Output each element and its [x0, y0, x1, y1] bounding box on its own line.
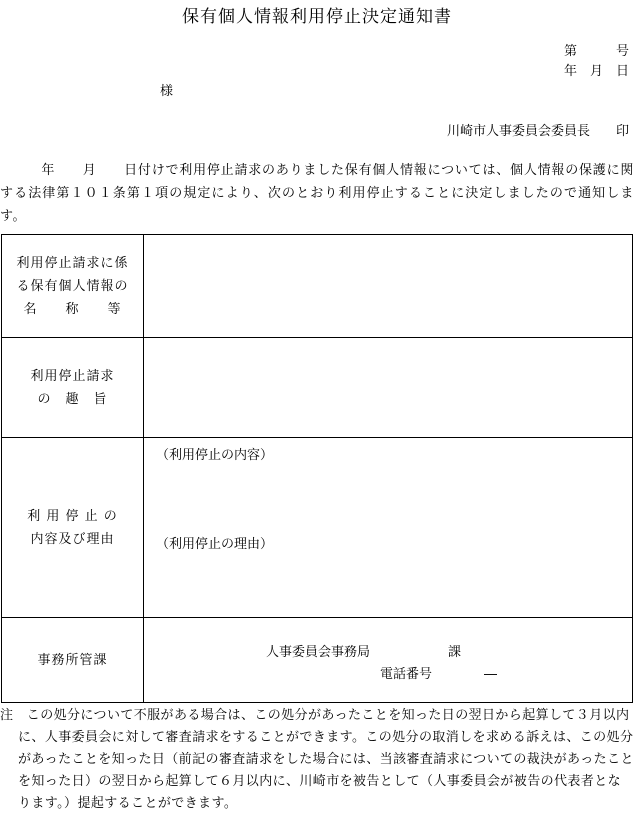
- notice-body: 年 月 日付けで利用停止請求のありました保有個人情報については、個人情報の保護に関する法律第１０１条第１項の規定により、次のとおり利用停止することに決定しましたので通知します。: [0, 163, 634, 224]
- table-row: [2, 438, 633, 618]
- label-line: 事務所管課: [37, 652, 108, 668]
- label-line: 利用停止請求に係: [16, 255, 129, 271]
- document-title: 保有個人情報利用停止決定通知書: [182, 7, 452, 27]
- addressee-suffix: 様: [160, 84, 174, 99]
- label-line: 利用停止請求: [30, 368, 115, 384]
- row-label-request-purpose: [2, 338, 144, 438]
- label-line: 内容及び理由: [30, 531, 115, 547]
- row-value-department: [144, 618, 633, 703]
- appeal-note: [0, 705, 634, 815]
- label-line: る保有個人情報の: [16, 278, 129, 294]
- label-line: 名 称 等: [23, 301, 122, 317]
- table-row: [2, 235, 633, 338]
- row-value-content-reason: [144, 438, 633, 618]
- issuer-line: 川崎市人事委員会委員長 印: [446, 124, 629, 139]
- table-row: [2, 618, 633, 703]
- decision-table: [1, 234, 633, 703]
- row-label-department: [2, 618, 144, 703]
- document-number: 第 号: [563, 44, 629, 59]
- note-text: 注 この処分について不服がある場合は、この処分があったことを知った日の翌日から起算して３月以内に、人事委員会に対して審査請求をすることができます。この処分の取消しを求める訴えは、この処分があったことを知った日（前記の審査請求をした場合には、当該審査請求についての裁決があったことを知った日）の翌日から起算して６月以内に、川崎市を被告として（人事委員会が被告の代表者となります。）提起することができます。: [0, 708, 634, 811]
- table-row: [2, 338, 633, 438]
- row-label-target-info: [2, 235, 144, 338]
- document-date: 年 月 日: [563, 64, 629, 79]
- content-heading: （利用停止の内容）: [156, 448, 274, 463]
- label-line: の 趣 旨: [37, 391, 108, 407]
- department-name: 人事委員会事務局 課: [266, 645, 462, 660]
- row-value-target-info: [144, 235, 633, 338]
- row-label-content-reason: [2, 438, 144, 618]
- label-line: 利 用 停 止 の: [27, 508, 118, 524]
- phone-number: 電話番号 ―: [380, 667, 498, 682]
- row-value-request-purpose: [144, 338, 633, 438]
- reason-heading: （利用停止の理由）: [156, 537, 274, 552]
